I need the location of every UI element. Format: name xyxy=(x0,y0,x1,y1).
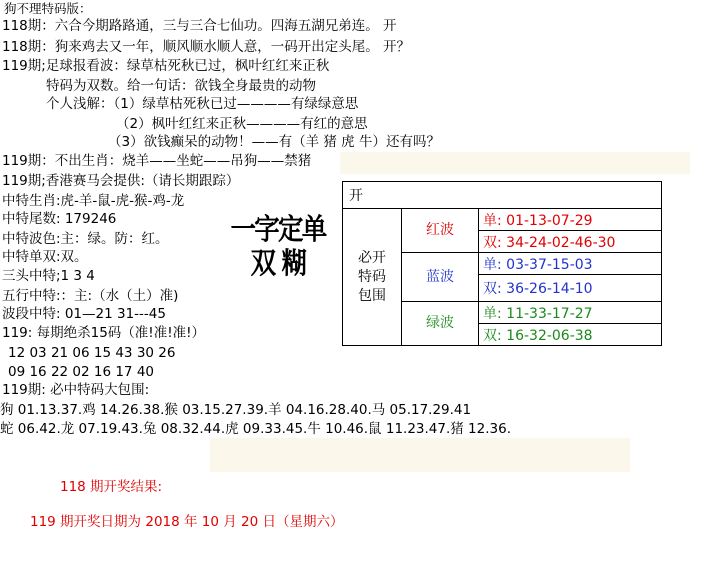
line-119-f: 119期：不出生肖：烧羊——坐蛇——吊狗——禁猪 xyxy=(2,153,312,169)
head-line: 三头中特;1 3 4 xyxy=(2,268,95,284)
highlight-strip xyxy=(210,438,630,472)
line-119-b: 特码为双数。给一句话：欲钱全身最贵的动物 xyxy=(46,78,316,94)
line-119-c: 个人浅解：（1）绿草枯死秋已过————有绿绿意思 xyxy=(46,96,359,112)
table-header: 开 xyxy=(343,182,662,209)
line-119-d: （2）枫叶红红来正秋————有红的意思 xyxy=(116,116,368,132)
tail-line: 中特尾数: 179246 xyxy=(2,211,117,227)
green-double-row: 双: 16-32-06-38 xyxy=(479,324,662,346)
color-line: 中特波色:主：绿。防：红。 xyxy=(2,231,169,247)
line-118-b: 118期：狗来鸡去又一年，顺风顺水顺人意，一码开出定头尾。 开？ xyxy=(2,39,411,55)
blue-wave-label: 蓝波 xyxy=(402,253,479,302)
date-119-line: 119 期开奖日期为 2018 年 10 月 20 日（星期六） xyxy=(30,514,344,530)
big-calligraphy-text: 一字定单双 糊 xyxy=(230,212,326,280)
red-double-row: 双: 34-24-02-46-30 xyxy=(479,231,662,253)
segment-line: 波段中特: 01—21 31---45 xyxy=(2,306,166,322)
line-119-g: 119期;香港赛马会提供:（请长期跟踪） xyxy=(2,173,240,189)
green-single-row: 单: 11-33-17-27 xyxy=(479,302,662,324)
header-title: 狗不理特码版： xyxy=(4,1,92,16)
table-left-label: 必开特码包围 xyxy=(343,209,402,346)
pack-line-1: 狗 01.13.37.鸡 14.26.38.猴 03.15.27.39.羊 04.16.28.40.马 05.17.29.41 xyxy=(0,402,472,418)
blue-single-row: 单: 03-37-15-03 xyxy=(479,253,662,275)
line-119-e: （3）欲钱癫呆的动物！——有（羊 猪 虎 牛）还有吗？ xyxy=(108,134,440,150)
pack-line-2: 蛇 06.42.龙 07.19.43.兔 08.32.44.虎 09.33.45.牛 10.46.鼠 11.23.47.猪 12.36. xyxy=(0,421,511,437)
line-119-a: 119期;足球报看波：绿草枯死秋已过，枫叶红红来正秋 xyxy=(2,58,330,74)
line-118-a: 118期：六合今期路路通，三与三合七仙功。四海五湖兄弟连。 开 xyxy=(2,18,397,34)
kill-numbers-2: 09 16 22 02 16 17 40 xyxy=(8,364,154,380)
odd-even-line: 中特单双:双。 xyxy=(2,249,88,265)
special-number-table xyxy=(342,181,662,346)
red-single-row: 单: 01-13-07-29 xyxy=(479,209,662,231)
wuxing-line: 五行中特:：主:（水（土）准) xyxy=(2,288,179,304)
highlight-strip xyxy=(340,152,690,174)
green-wave-label: 绿波 xyxy=(402,302,479,346)
big-bag-line: 119期: 必中特码大包围: xyxy=(2,382,150,398)
kill-numbers-1: 12 03 21 06 15 43 30 26 xyxy=(8,345,176,361)
result-118-line: 118 期开奖结果: xyxy=(60,479,163,495)
blue-double-row: 双: 36-26-14-10 xyxy=(479,275,662,302)
kill-line: 119: 每期绝杀15码（准!准!准!） xyxy=(2,325,206,341)
red-wave-label: 红波 xyxy=(402,209,479,253)
zodiac-line: 中特生肖:虎-羊-鼠-虎-猴-鸡-龙 xyxy=(2,193,185,209)
